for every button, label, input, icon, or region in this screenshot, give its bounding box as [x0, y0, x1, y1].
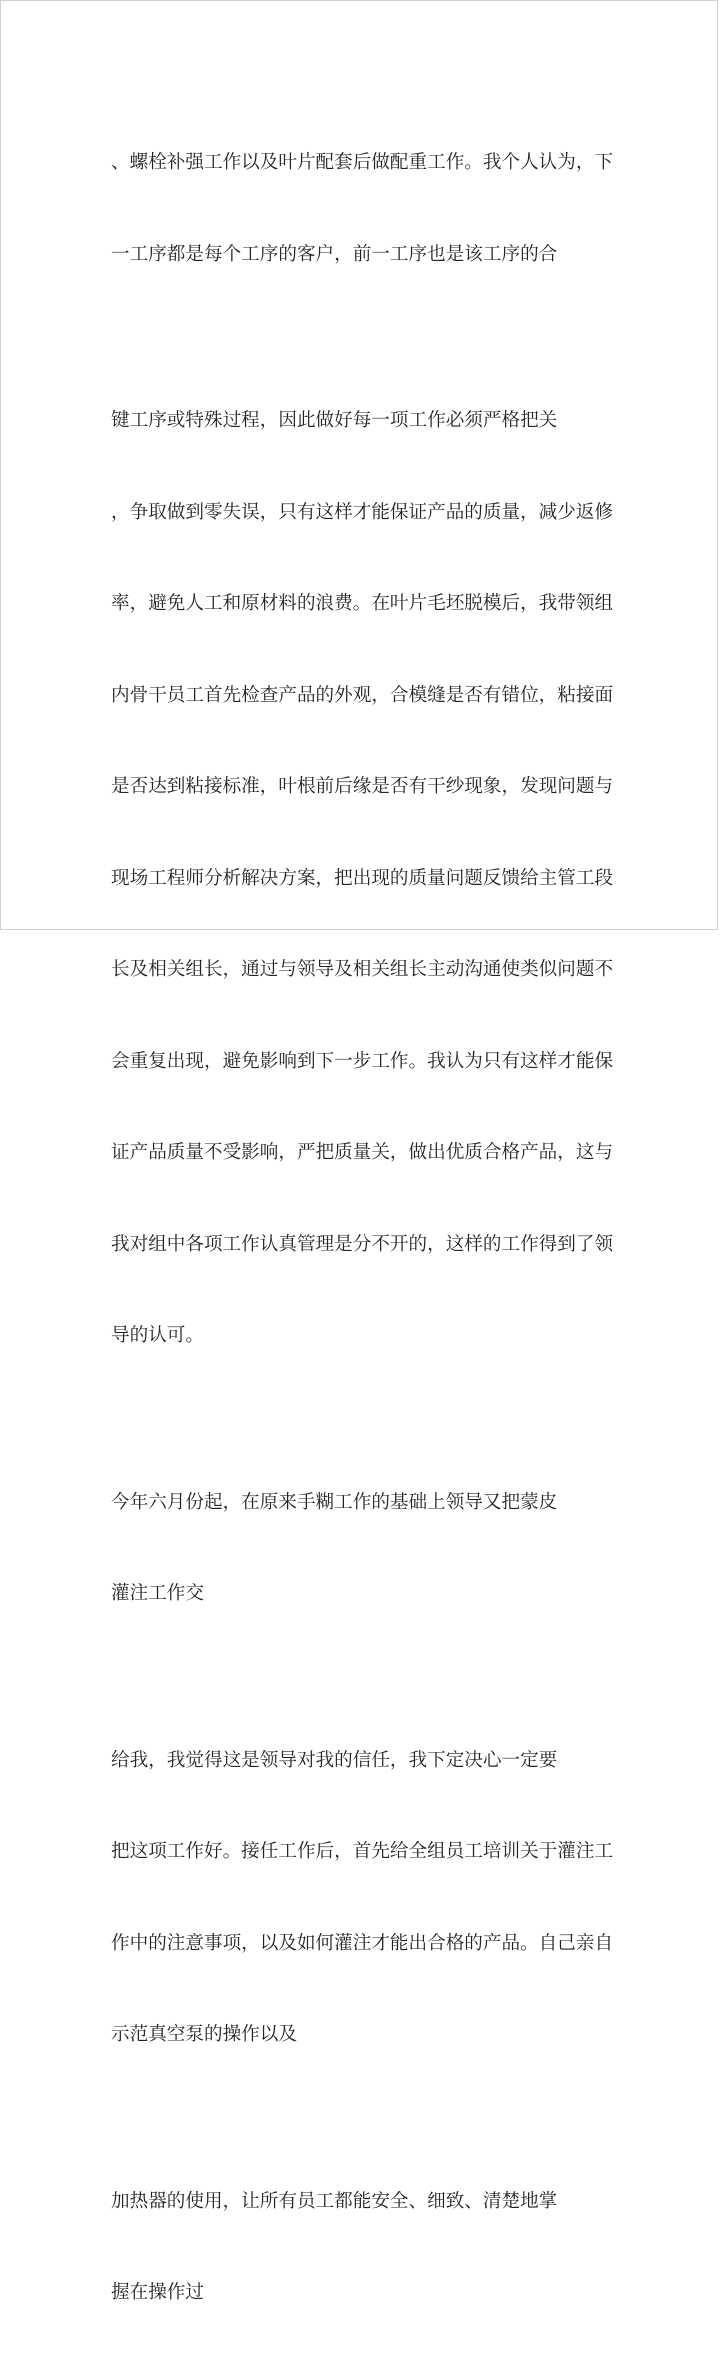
text-line: 把这项工作好。接任工作后，首先给全组员工培训关于灌注工 [111, 1841, 614, 1862]
text-line: 会重复出现，避免影响到下一步工作。我认为只有这样才能保 [111, 1050, 614, 1072]
text-line: 作中的注意事项，以及如何灌注才能出合格的产品。自己亲自 [111, 1932, 614, 1954]
document-body [111, 87, 631, 2370]
text-line: 灌注工作交 [111, 1583, 204, 1604]
text-line: 今年六月份起，在原来手糊工作的基础上领导又把蒙皮 [111, 1491, 558, 1513]
text-line: 长及相关组长，通过与领导及相关组长主动沟通使类似问题不 [111, 959, 614, 980]
paragraph-3 [111, 1427, 631, 1671]
text-line: ，争取做到零失误，只有这样才能保证产品的质量，减少返修 [111, 501, 614, 523]
paragraph-2 [111, 345, 631, 1413]
text-line: 一工序都是每个工序的客户，前一工序也是该工序的合 [111, 243, 558, 265]
text-line: 给我，我觉得这是领导对我的信任，我下定决心一定要 [111, 1749, 558, 1771]
text-line: 内骨干员工首先检查产品的外观，合模缝是否有错位，粘接面 [111, 684, 614, 706]
text-line: 是否达到粘接标准，叶根前后缘是否有干纱现象，发现问题与 [111, 776, 614, 797]
text-line: 键工序或特殊过程，因此做好每一项工作必须严格把关 [111, 410, 558, 431]
text-line: 导的认可。 [111, 1325, 204, 1346]
text-line: 现场工程师分析解决方案，把出现的质量问题反馈给主管工段 [111, 867, 614, 889]
text-line: 示范真空泵的操作以及 [111, 2024, 297, 2045]
text-line: 率，避免人工和原材料的浪费。在叶片毛坯脱模后，我带领组 [111, 593, 614, 614]
text-line: 加热器的使用，让所有员工都能安全、细致、清楚地掌 [111, 2190, 558, 2212]
text-line: 我对组中各项工作认真管理是分不开的，这样的工作得到了领 [111, 1233, 614, 1255]
text-line: 握在操作过 [111, 2282, 204, 2303]
text-line: 、螺栓补强工作以及叶片配套后做配重工作。我个人认为，下 [111, 152, 614, 173]
paragraph-4 [111, 1685, 631, 2112]
text-line: 证产品质量不受影响，严把质量关，做出优质合格产品，这与 [111, 1142, 614, 1163]
paragraph-5 [111, 2126, 631, 2370]
paragraph-1 [111, 87, 631, 331]
